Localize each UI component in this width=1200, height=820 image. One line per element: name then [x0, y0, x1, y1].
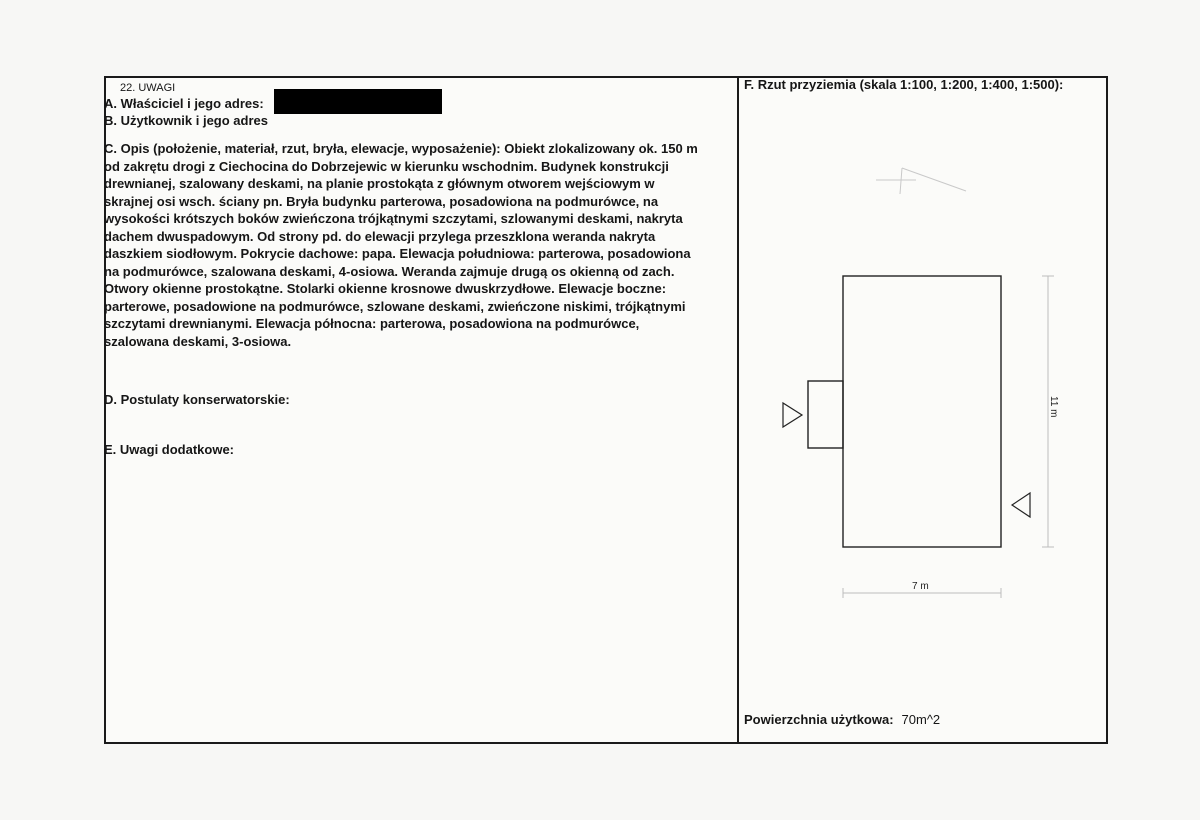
height-dimension-label: 11 m [1048, 396, 1059, 418]
description-line: C. Opis (położenie, materiał, rzut, bryła, elewacje, wyposażenie): Obiekt zlokalizowany ok. 150 m [104, 141, 698, 156]
description-line: daszkiem siodłowym. Pokrycie dachowe: papa. Elewacja południowa: parterowa, posadowiona [104, 246, 691, 261]
additional-remarks-label: E. Uwagi dodatkowe: [104, 442, 235, 457]
width-dimension-label: 7 m [912, 581, 929, 592]
description-line: skrajnej osi wsch. ściany pn. Bryła budynku parterowa, posadowiona na podmurówce, na [104, 193, 659, 209]
description-line: drewnianej, szalowany deskami, na planie prostokąta z głównym otworem wejściowym w [104, 176, 655, 191]
description-line: szczytami drewnianymi. Elewacja północna: parterowa, posadowiona na podmurówce, [104, 316, 640, 331]
redacted-owner-address [274, 89, 442, 114]
usable-area-label: Powierzchnia użytkowa: [744, 712, 894, 727]
description-line: szalowana deskami, 3-osiowa. [104, 333, 292, 349]
description-line: od zakrętu drogi z Ciechocina do Dobrzejewic w kierunku wschodnim. Budynek konstrukcji [104, 158, 669, 174]
usable-area-value: 70m^2 [901, 712, 941, 727]
usable-area [744, 712, 940, 727]
pencil-marks [876, 168, 966, 194]
object-description [104, 140, 732, 350]
building-outline [843, 276, 1001, 547]
west-entrance-arrow-icon [783, 403, 802, 427]
description-line: Otwory okienne prostokątne. Stolarki okienne krosnowe dwuskrzydłowe. Elewacje boczne: [104, 281, 667, 296]
remarks-column [104, 78, 736, 742]
column-divider [737, 76, 739, 744]
description-line: parterowe, posadowione na podmurówce, szlowane deskami, zwieńczone niskimi, trójkątnymi [104, 298, 686, 314]
owner-label: A. Właściciel i jego adres: [104, 96, 264, 111]
user-label: B. Użytkownik i jego adres [104, 113, 268, 128]
section-number: 22. UWAGI [120, 82, 176, 94]
plan-title: F. Rzut przyziemia (skala 1:100, 1:200, 1:400, 1:500): [744, 77, 1064, 92]
veranda-outline [808, 381, 843, 448]
ground-floor-plan [740, 100, 1100, 620]
description-line: dachem dwuspadowym. Od strony pd. do elewacji przylega przeszklona weranda nakryta [104, 228, 656, 244]
description-line: wysokości krótszych boków zwieńczona trójkątnymi szczytami, szlowanymi deskami, nakryta [104, 211, 683, 226]
postulates-label: D. Postulaty konserwatorskie: [104, 392, 290, 407]
east-entrance-arrow-icon [1012, 493, 1030, 517]
description-line: na podmurówce, szalowana deskami, 4-osiowa. Weranda zajmuje drugą os okienną od zach. [104, 263, 675, 279]
